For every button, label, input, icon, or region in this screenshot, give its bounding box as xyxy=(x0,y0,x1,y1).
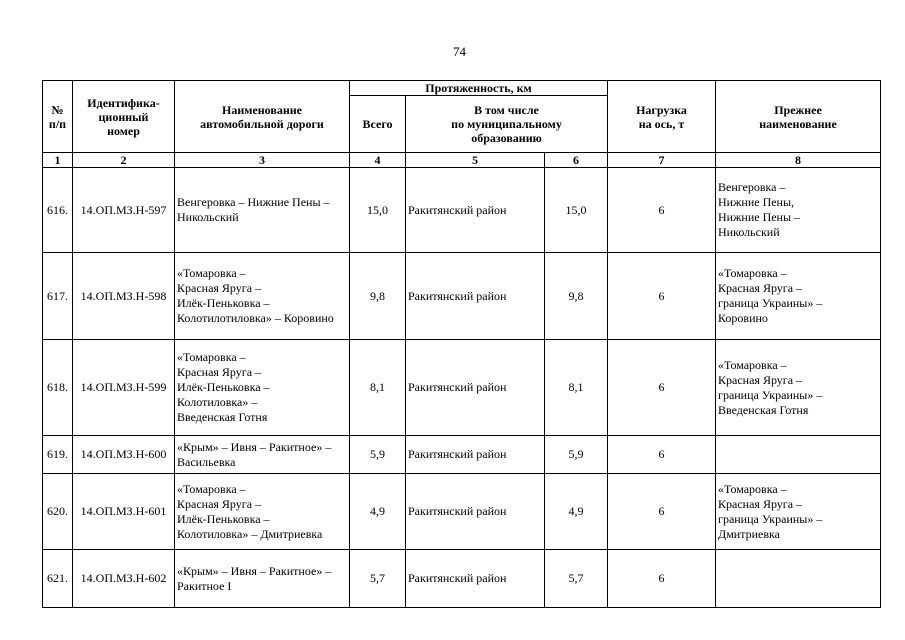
municipal-district: Ракитянский район xyxy=(406,340,545,436)
table-row xyxy=(43,474,881,550)
road-id: 14.ОП.МЗ.Н-601 xyxy=(73,474,175,550)
column-index: 3 xyxy=(175,153,350,168)
length-total: 15,0 xyxy=(350,168,406,253)
axle-load: 6 xyxy=(608,253,716,340)
axle-load: 6 xyxy=(608,474,716,550)
axle-load: 6 xyxy=(608,340,716,436)
column-index: 7 xyxy=(608,153,716,168)
road-id: 14.ОП.МЗ.Н-598 xyxy=(73,253,175,340)
row-number: 621. xyxy=(43,550,73,608)
column-index: 8 xyxy=(716,153,881,168)
header-previous: Прежнее наименование xyxy=(716,81,881,153)
roads-table xyxy=(42,80,881,608)
previous-name xyxy=(716,550,881,608)
road-id: 14.ОП.МЗ.Н-602 xyxy=(73,550,175,608)
road-id: 14.ОП.МЗ.Н-599 xyxy=(73,340,175,436)
table-row xyxy=(43,550,881,608)
header-num: № п/п xyxy=(43,81,73,153)
municipal-length: 5,7 xyxy=(545,550,608,608)
road-name: «Томаровка – Красная Яруга – Илёк-Пеньковка – Колотиловка» – Введенская Готня xyxy=(175,340,350,436)
axle-load: 6 xyxy=(608,550,716,608)
length-total: 4,9 xyxy=(350,474,406,550)
municipal-length: 15,0 xyxy=(545,168,608,253)
previous-name: Венгеровка – Нижние Пены, Нижние Пены – Никольский xyxy=(716,168,881,253)
previous-name: «Томаровка – Красная Яруга – граница Украины» – Коровино xyxy=(716,253,881,340)
municipal-district: Ракитянский район xyxy=(406,436,545,474)
column-index: 6 xyxy=(545,153,608,168)
previous-name: «Томаровка – Красная Яруга – граница Украины» – Введенская Готня xyxy=(716,340,881,436)
row-number: 619. xyxy=(43,436,73,474)
header-load: Нагрузка на ось, т xyxy=(608,81,716,153)
column-index: 1 xyxy=(43,153,73,168)
municipal-length: 8,1 xyxy=(545,340,608,436)
municipal-length: 5,9 xyxy=(545,436,608,474)
header-municipal: В том числе по муниципальному образованию xyxy=(406,96,608,153)
length-total: 8,1 xyxy=(350,340,406,436)
road-name: «Томаровка – Красная Яруга – Илёк-Пеньковка – Колотилотиловка» – Коровино xyxy=(175,253,350,340)
length-total: 5,7 xyxy=(350,550,406,608)
municipal-length: 4,9 xyxy=(545,474,608,550)
table-row xyxy=(43,168,881,253)
header-length-group: Протяженность, км xyxy=(350,81,608,96)
row-number: 617. xyxy=(43,253,73,340)
municipal-district: Ракитянский район xyxy=(406,550,545,608)
table-row xyxy=(43,340,881,436)
municipal-length: 9,8 xyxy=(545,253,608,340)
previous-name xyxy=(716,436,881,474)
table-row xyxy=(43,436,881,474)
row-number: 616. xyxy=(43,168,73,253)
length-total: 9,8 xyxy=(350,253,406,340)
table-row xyxy=(43,253,881,340)
row-number: 620. xyxy=(43,474,73,550)
page-number: 74 xyxy=(453,44,466,59)
road-name: «Крым» – Ивня – Ракитное» – Ракитное I xyxy=(175,550,350,608)
road-id: 14.ОП.МЗ.Н-597 xyxy=(73,168,175,253)
municipal-district: Ракитянский район xyxy=(406,168,545,253)
column-index: 2 xyxy=(73,153,175,168)
road-name: «Томаровка – Красная Яруга – Илёк-Пеньковка – Колотиловка» – Дмитриевка xyxy=(175,474,350,550)
header-name: Наименование автомобильной дороги xyxy=(175,81,350,153)
header-total: Всего xyxy=(350,96,406,153)
municipal-district: Ракитянский район xyxy=(406,253,545,340)
column-index: 5 xyxy=(406,153,545,168)
axle-load: 6 xyxy=(608,168,716,253)
previous-name: «Томаровка – Красная Яруга – граница Украины» – Дмитриевка xyxy=(716,474,881,550)
municipal-district: Ракитянский район xyxy=(406,474,545,550)
road-name: «Крым» – Ивня – Ракитное» – Васильевка xyxy=(175,436,350,474)
road-name: Венгеровка – Нижние Пены – Никольский xyxy=(175,168,350,253)
column-index-row xyxy=(43,153,881,168)
row-number: 618. xyxy=(43,340,73,436)
column-index: 4 xyxy=(350,153,406,168)
road-id: 14.ОП.МЗ.Н-600 xyxy=(73,436,175,474)
header-id: Идентифика- ционный номер xyxy=(73,81,175,153)
length-total: 5,9 xyxy=(350,436,406,474)
axle-load: 6 xyxy=(608,436,716,474)
